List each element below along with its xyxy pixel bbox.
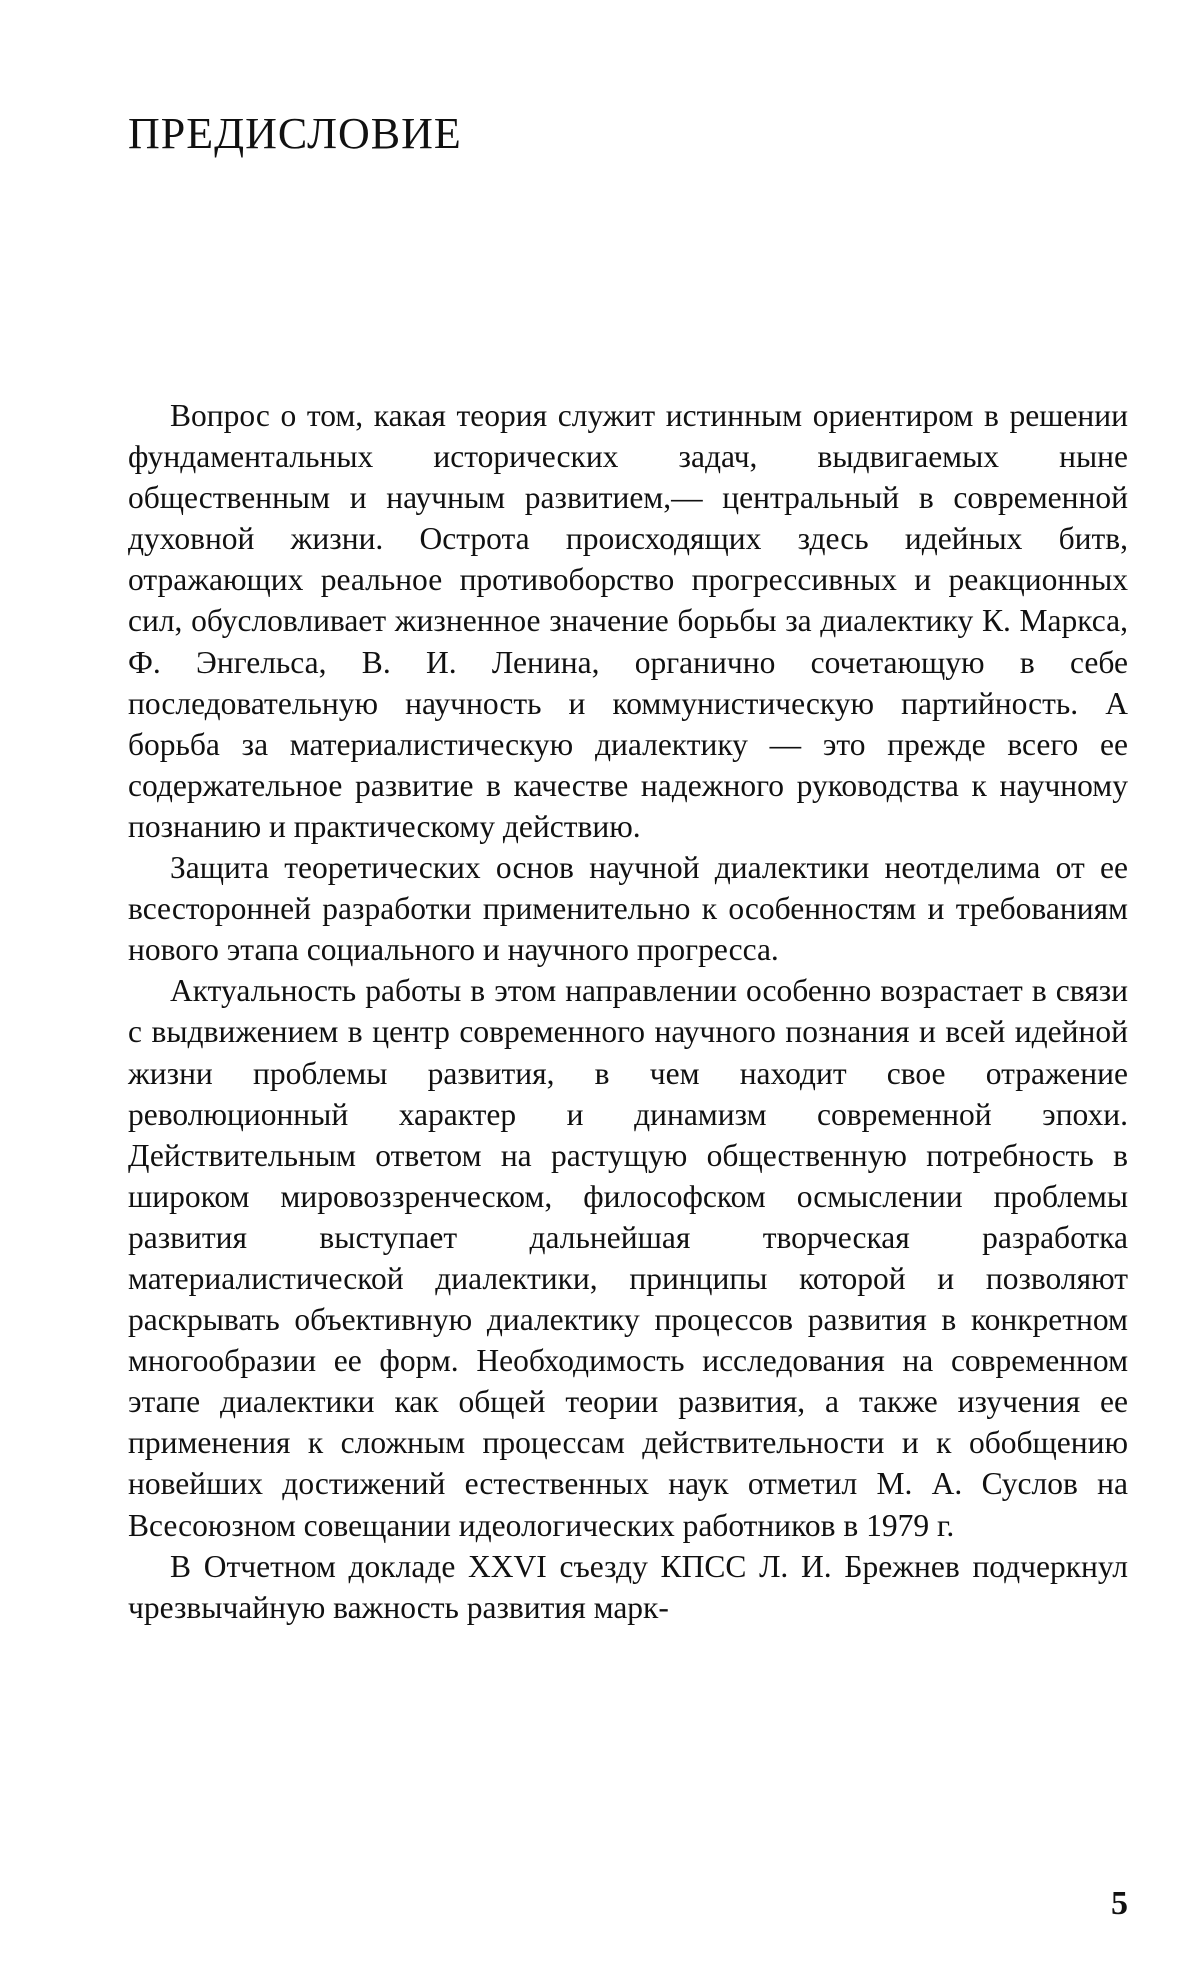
paragraph-3: Актуальность работы в этом направлении особенно возрастает в связи с выдвижением в центр современного научного познания и всей идейной жизни проблемы развития, в чем находит свое отражение революционный характер и динамизм современной эпохи. Действительным ответом на растущую общественную потребность в широком мировоззренческом, философском осмыслении проблемы развития выступает дальнейшая творческая разработка материалистической диалектики, принципы которой и позволяют раскрывать объективную диалектику процессов развития в конкретном многообразии ее форм. Необходимость исследования на современном этапе диалектики как общей теории развития, а также изучения ее применения к сложным процессам действительности и к обобщению новейших достижений естественных наук отметил М. А. Суслов на Всесоюзном совещании идеологических работников в 1979 г. bbox=[128, 973, 1128, 1543]
body-text bbox=[128, 395, 1128, 1628]
page-number: 5 bbox=[1111, 1885, 1128, 1922]
paragraph-1: Вопрос о том, какая теория служит истинным ориентиром в решении фундаментальных исторических задач, выдвигаемых ныне общественным и научным развитием,— центральный в современной духовной жизни. Острота происходящих здесь идейных битв, отражающих реальное противоборство прогрессивных и реакционных сил, обусловливает жизненное значение борьбы за диалектику К. Маркса, Ф. Энгельса, В. И. Ленина, органично сочетающую в себе последовательную научность и коммунистическую партийность. А борьба за материалистическую диалектику — это прежде всего ее содержательное развитие в качестве надежного руководства к научному познанию и практическому действию. bbox=[128, 398, 1128, 844]
chapter-title: ПРЕДИСЛОВИЕ bbox=[128, 109, 462, 158]
paragraph-2: Защита теоретических основ научной диалектики неотделима от ее всесторонней разработки применительно к особенностям и требованиям нового этапа социального и научного прогресса. bbox=[128, 850, 1128, 968]
paragraph-4: В Отчетном докладе XXVI съезду КПСС Л. И. Брежнев подчеркнул чрезвычайную важность развития марк- bbox=[128, 1548, 1128, 1625]
